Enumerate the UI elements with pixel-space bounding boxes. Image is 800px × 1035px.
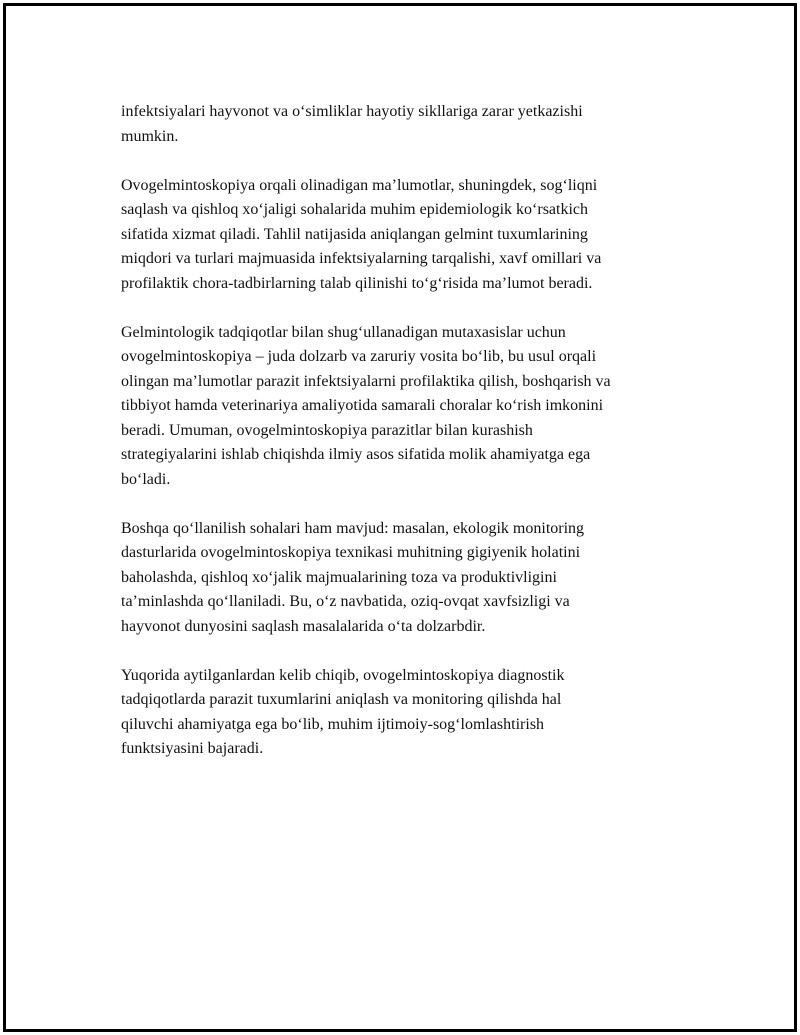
text-line: beradi. Umuman, ovogelmintoskopiya parazitlar bilan kurashish	[121, 421, 533, 439]
text-line: tadqiqotlarda parazit tuxumlarini aniqlash va monitoring qilishda hal	[121, 691, 562, 708]
paragraph-2	[121, 174, 681, 297]
text-line: profilaktik chora-tadbirlarning talab qilinishi to‘g‘risida ma’lumot beradi.	[121, 274, 593, 292]
text-line: Gelmintologik tadqiqotlar bilan shug‘ullanadigan mutaxasislar uchun	[121, 323, 566, 341]
text-line: bo‘ladi.	[121, 470, 171, 488]
text-line: ovogelmintoskopiya – juda dolzarb va zaruriy vosita bo‘lib, bu usul orqali	[121, 348, 597, 365]
text-line: mumkin.	[121, 127, 179, 145]
text-line: ta’minlashda qo‘llaniladi. Bu, o‘z navbatida, oziq-ovqat xavfsizligi va	[121, 593, 570, 610]
text-line: saqlash va qishloq xo‘jaligi sohalarida muhim epidemiologik ko‘rsatkich	[121, 201, 589, 218]
text-line: qiluvchi ahamiyatga ega bo‘lib, muhim ijtimoiy-sog‘lomlashtirish	[121, 715, 545, 733]
text-line: strategiyalarini ishlab chiqishda ilmiy asos sifatida molik ahamiyatga ega	[121, 446, 591, 463]
page-frame	[3, 3, 797, 1032]
text-line: hayvonot dunyosini saqlash masalalarida o‘ta dolzarbdir.	[121, 617, 486, 635]
text-line: infektsiyalari hayvonot va o‘simliklar hayotiy sikllariga zarar yetkazishi	[121, 103, 583, 120]
text-line: funktsiyasini bajaradi.	[121, 740, 264, 757]
paragraph-4	[121, 517, 681, 640]
text-line: Ovogelmintoskopiya orqali olinadigan ma’lumotlar, shuningdek, sog‘liqni	[121, 176, 598, 194]
document-body	[121, 100, 681, 786]
text-line: Boshqa qo‘llanilish sohalari ham mavjud: masalan, ekologik monitoring	[121, 519, 585, 537]
paragraph-5	[121, 664, 681, 762]
paragraph-3	[121, 321, 681, 493]
text-line: Yuqorida aytilganlardan kelib chiqib, ovogelmintoskopiya diagnostik	[121, 666, 565, 684]
text-line: miqdori va turlari majmuasida infektsiyalarning tarqalishi, xavf omillari va	[121, 250, 602, 267]
text-line: sifatida xizmat qiladi. Tahlil natijasida aniqlangan gelmint tuxumlarining	[121, 225, 588, 243]
text-line: olingan ma’lumotlar parazit infektsiyalarni profilaktika qilish, boshqarish va	[121, 372, 611, 390]
text-line: tibbiyot hamda veterinariya amaliyotida samarali choralar ko‘rish imkonini	[121, 397, 604, 414]
paragraph-1	[121, 100, 681, 149]
text-line: baholashda, qishloq xo‘jalik majmualarining toza va produktivligini	[121, 568, 557, 586]
text-line: dasturlarida ovogelmintoskopiya texnikasi muhitning gigiyenik holatini	[121, 544, 581, 561]
